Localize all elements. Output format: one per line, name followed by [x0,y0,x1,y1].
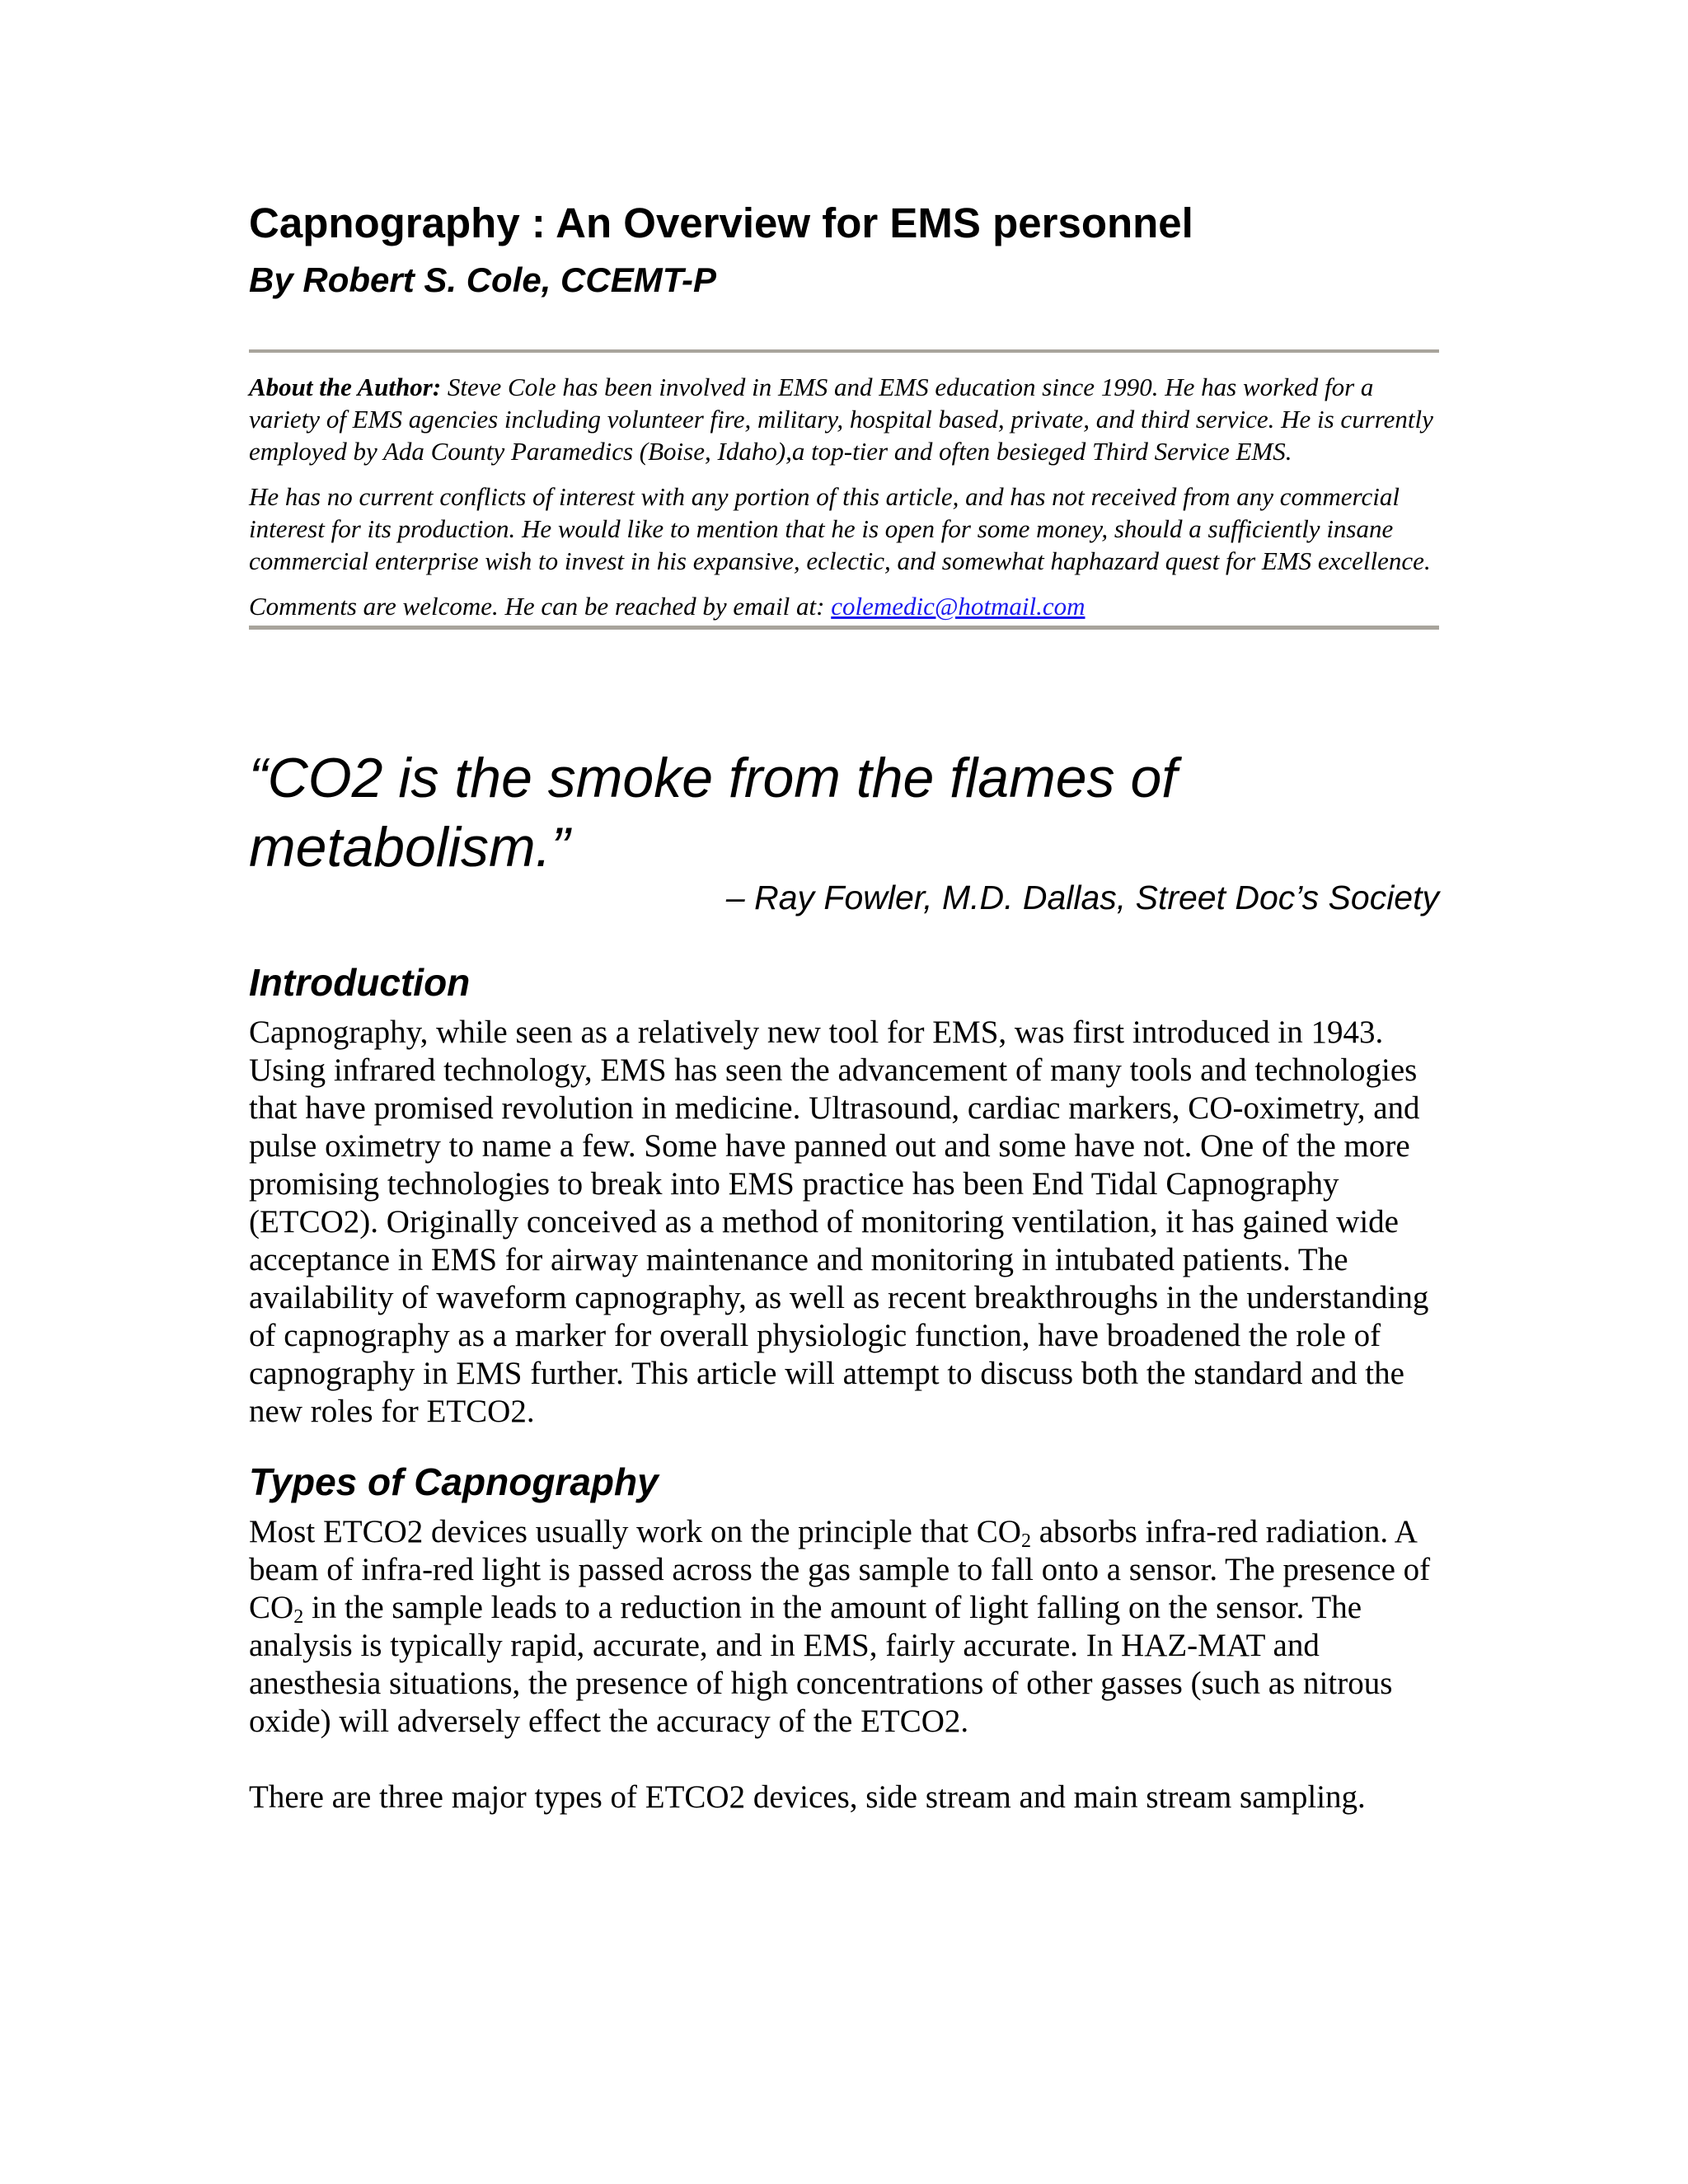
co2-subscript: 2 [1020,1530,1031,1552]
introduction-heading: Introduction [249,961,471,1004]
types-text-part2: absorbs infra-red radiation. A beam of infra-red light is passed across the gas sample to fall onto a sensor. The presence of CO [249,1514,1431,1625]
author-email-link[interactable]: colemedic@hotmail.com [831,592,1085,621]
quote-attribution: – Ray Fowler, M.D. Dallas, Street Doc’s Society [725,879,1439,916]
co2-subscript: 2 [293,1606,304,1628]
conflict-of-interest-paragraph: He has no current conflicts of interest with any portion of this article, and has not received from any commercial interest for its production. He would like to mention that he is open for some money, should a sufficiently insane commercial enterprise wish to invest in his expansive, eclectic, and somewhat haphazard quest for EMS excellence. [249,482,1431,575]
article-byline: By Robert S. Cole, CCEMT-P [249,260,717,299]
article-title: Capnography : An Overview for EMS personnel [249,199,1193,246]
about-author-text: Steve Cole has been involved in EMS and EMS education since 1990. He has worked for a variety of EMS agencies including volunteer fire, military, hospital based, private, and third service. He is currently employed by Ada County Paramedics (Boise, Idaho),a top-tier and often besieged Third Service EMS. [249,373,1433,466]
types-text-part3: in the sample leads to a reduction in the amount of light falling on the sensor. The analysis is typically rapid, accurate, and in EMS, fairly accurate. In HAZ-MAT and anesthesia situations, the presence of high concentrations of other gasses (such as nitrous oxide) will adversely effect the accuracy of the ETCO2. [249,1590,1393,1739]
contact-prefix: Comments are welcome. He can be reached by email at: [249,592,832,621]
introduction-paragraph: Capnography, while seen as a relatively new tool for EMS, was first introduced in 1943. Using infrared technology, EMS has seen the advancement of many tools and technologies that have promised revolution in medicine. Ultrasound, cardiac markers, CO-oximetry, and pulse oximetry to name a few. Some have panned out and some have not. One of the more promising technologies to break into EMS practice has been End Tidal Capnography (ETCO2). Originally conceived as a method of monitoring ventilation, it has gained wide acceptance in EMS for airway maintenance and monitoring in intubated patients. The availability of waveform capnography, as well as recent breakthroughs in the understanding of capnography as a marker for overall physiologic function, have broadened the role of capnography in EMS further. This article will attempt to discuss both the standard and the new roles for ETCO2. [249,1015,1429,1429]
contact-paragraph [249,590,1439,622]
about-author-label: About the Author: [249,373,442,401]
types-text-part1: Most ETCO2 devices usually work on the principle that CO [249,1514,1021,1549]
pull-quote: “CO2 is the smoke from the flames of metabolism.” [249,747,1178,879]
about-author-paragraph [249,371,1439,467]
types-heading: Types of Capnography [249,1460,659,1503]
about-author-box [249,349,1439,630]
types-paragraph [249,1513,1439,1741]
device-types-paragraph: There are three major types of ETCO2 devices, side stream and main stream sampling. [249,1779,1366,1815]
article-content [249,198,1439,1816]
